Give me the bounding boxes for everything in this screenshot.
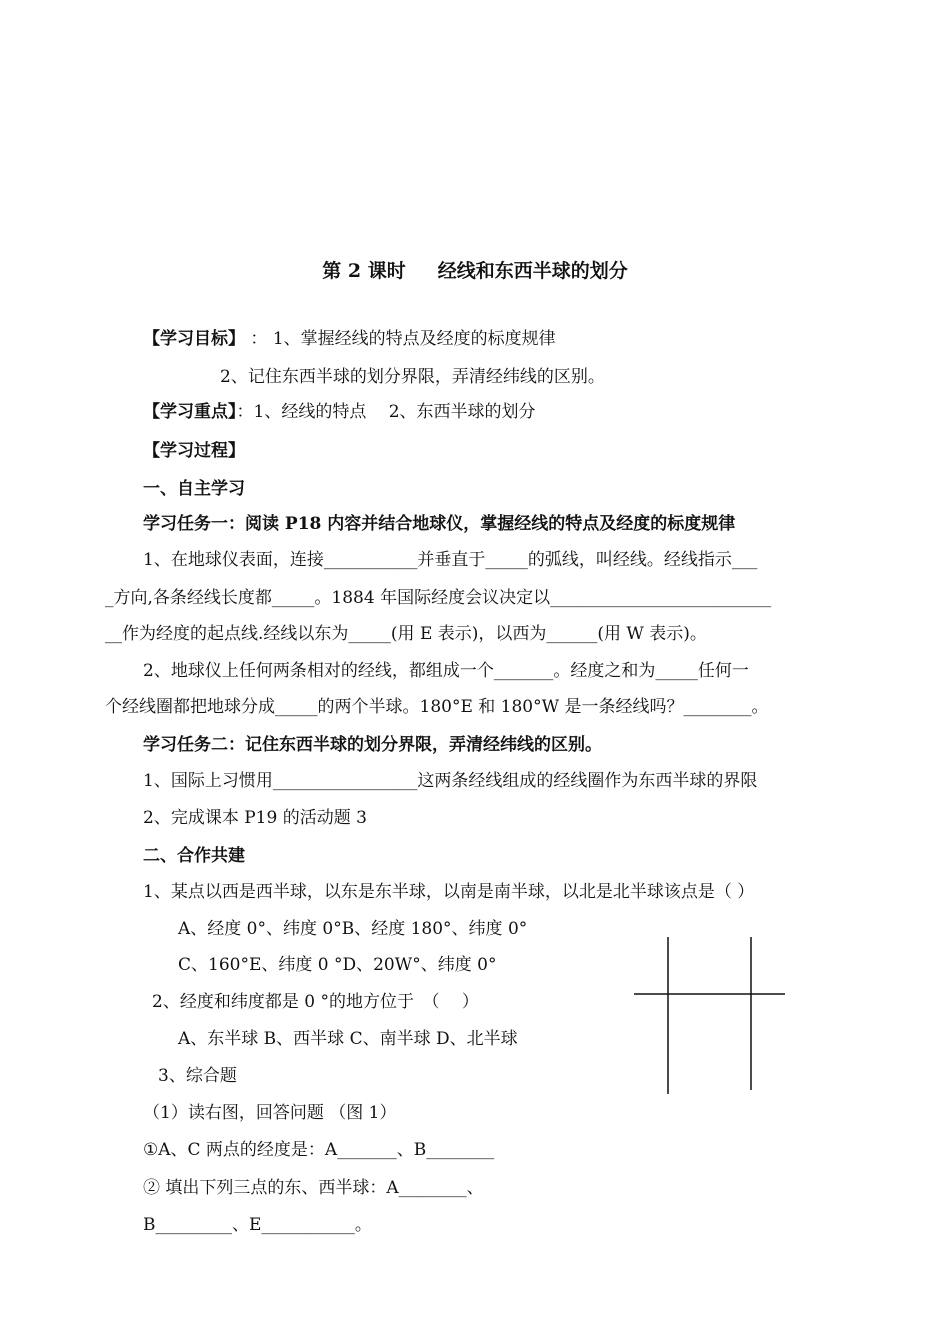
- coop-q1-options-2: C、160°E、纬度 0 °D、20W°、纬度 0°: [178, 955, 497, 975]
- lesson-number: 第 2 课时: [322, 260, 406, 282]
- grid-figure: [630, 932, 790, 1098]
- key-points-line: [143, 400, 536, 424]
- coop-q3: 3、综合题: [158, 1066, 237, 1086]
- coop-q3-a: ①A、C 两点的经度是：A_______、B________: [143, 1140, 495, 1160]
- page-title: [0, 256, 950, 283]
- key-points-text: ：1、经线的特点 2、东西半球的划分: [236, 402, 536, 422]
- task2-q2: 2、完成课本 P19 的活动题 3: [143, 808, 367, 828]
- task1-heading: 学习任务一：阅读 P18 内容并结合地球仪，掌握经线的特点及经度的标度规律: [143, 514, 736, 534]
- coop-q2: 2、经度和纬度都是 0 °的地方位于 （ ）: [152, 992, 479, 1012]
- q2-line-1: 2、地球仪上任何两条相对的经线，都组成一个_______。经度之和为_____任何一: [143, 661, 749, 681]
- lesson-topic: 经线和东西半球的划分: [437, 260, 628, 282]
- coop-q1-options-1: A、经度 0°、纬度 0°B、经度 180°、纬度 0°: [178, 919, 528, 939]
- task2-heading: 学习任务二：记住东西半球的划分界限，弄清经纬线的区别。: [143, 735, 602, 755]
- section1-heading: 一、自主学习: [143, 479, 245, 499]
- q1-line-3: __作为经度的起点线.经线以东为_____(用 E 表示)，以西为______(用 W 表示)。: [105, 624, 707, 644]
- process-label: 【学习过程】: [143, 441, 245, 461]
- q2-line-2: 个经线圈都把地球分成_____的两个半球。180°E 和 180°W 是一条经线吗？________。: [105, 697, 769, 717]
- task2-q1: 1、国际上习惯用_________________这两条经线组成的经线圈作为东西半球的界限: [143, 771, 758, 791]
- coop-q2-options: A、东半球 B、西半球 C、南半球 D、北半球: [178, 1029, 518, 1049]
- key-points-label: 【学习重点】: [143, 402, 237, 422]
- coop-q3-b-line-2: B_________、E___________。: [143, 1215, 372, 1235]
- q1-line-1: 1、在地球仪表面，连接___________并垂直于_____的弧线，叫经线。经线指示___: [143, 550, 758, 570]
- coop-q3-sub1: （1）读右图，回答问题 （图 1）: [143, 1103, 397, 1123]
- coop-q1: 1、某点以西是西半球，以东是东半球，以南是南半球，以北是北半球该点是（ ）: [143, 882, 755, 902]
- objectives-label: 【学习目标】: [143, 329, 245, 349]
- objectives-line-1: [143, 327, 556, 351]
- coop-q3-b-line-1: ② 填出下列三点的东、西半球：A________、: [143, 1178, 484, 1198]
- section2-heading: 二、合作共建: [143, 846, 245, 866]
- objectives-separator: ：: [250, 329, 268, 349]
- objective-2: 2、记住东西半球的划分界限，弄清经纬线的区别。: [220, 367, 605, 387]
- objective-1: 1、掌握经线的特点及经度的标度规律: [272, 329, 556, 349]
- q1-line-2: _方向,各条经线长度都_____。1884 年国际经度会议决定以__________________________: [105, 588, 772, 608]
